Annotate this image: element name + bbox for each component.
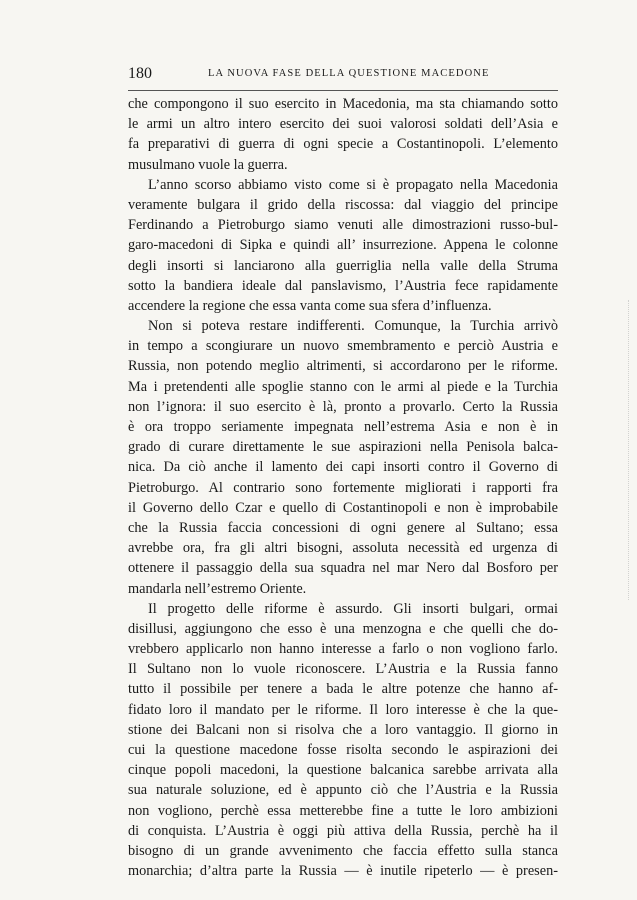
text-line: stione dei Balcani non si risolva che a loro vantaggio. Il giorno in [128,721,558,738]
text-line: accendere la regione che essa vanta come sua sfera d’influenza. [128,297,492,314]
text-line: cui la questione macedone fosse risolta secondo le aspirazioni dei [128,742,558,758]
text-line: è ora troppo seriamente impegnata nell’estrema Asia e non è in [128,419,558,435]
text-line: sotto la bandiera ideale dal panslavismo, l’Austria fece rapidamente [128,277,558,294]
scan-margin-artifact [628,300,631,600]
text-line: il Governo dello Czar e quello di Costantinopoli e non è improbabile [128,499,558,516]
text-line: Pietroburgo. Al contrario sono fortemente migliorati i rapporti fra [128,479,558,496]
page-number: 180 [128,65,152,82]
text-line: non vogliono, perchè essa metterebbe fine a tutte le loro ambizioni [128,802,558,819]
running-header [128,64,558,84]
text-line: garo-macedoni di Sipka e quindi all’ insurrezione. Appena le colonne [128,237,558,254]
text-line: L’anno scorso abbiamo visto come si è propagato nella Macedonia [148,176,558,193]
text-line: Ma i pretendenti alle spoglie stanno con le armi al piede e la Turchia [128,378,558,395]
text-line: Il progetto delle riforme è assurdo. Gli insorti bulgari, ormai [148,600,558,617]
text-line: in tempo a scongiurare un nuovo smembramento e perciò Austria e [128,338,558,355]
text-line: le armi un altro intero esercito dei suoi valorosi soldati dell’Asia e [128,116,558,133]
text-line: disillusi, aggiungono che esso è una menzogna e che quelli che do- [128,620,558,637]
text-line: musulmano vuole la guerra. [128,156,288,173]
text-line: che compongono il suo esercito in Macedonia, ma sta chiamando sotto [128,96,558,112]
text-line: tutto il possibile per tenere a bada le altre potenze che hanno af- [128,681,558,698]
body-text [128,94,558,881]
text-line: fa preparativi di guerra di ogni specie a Costantinopoli. L’elemento [128,136,558,153]
text-line: Non si poteva restare indifferenti. Comunque, la Turchia arrivò [148,318,558,335]
text-line: Ferdinando a Pietroburgo siamo venuti alle dimostrazioni russo-bul- [128,217,558,234]
text-line: Il Sultano non lo vuole riconoscere. L’Austria e la Russia fanno [128,661,558,678]
text-line: bisogno di un grande avvenimento che faccia effetto sulla stanca [128,842,558,859]
text-line: di conquista. L’Austria è oggi più attiva della Russia, perchè ha il [128,822,558,839]
text-line: degli insorti si lanciarono alla guerriglia nella valle della Struma [128,257,558,274]
text-line: non l’ignora: il suo esercito è là, pronto a provarlo. Certo la Russia [128,398,558,415]
text-line: che la Russia faccia concessioni di ogni genere al Sultano; essa [128,519,558,536]
text-line: grado di curare direttamente le sue aspirazioni nella Penisola balca- [128,439,558,456]
text-line: monarchia; d’altra parte la Russia — è inutile ripeterlo — è presen- [128,863,558,880]
text-line: Russia, non potendo meglio altrimenti, si accordarono per le riforme. [128,358,558,375]
text-line: mandarla nell’estremo Oriente. [128,580,307,597]
text-line: cinque popoli macedoni, la questione balcanica sarebbe arrivata alla [128,762,558,779]
text-line: nica. Da ciò anche il lamento dei capi insorti contro il Governo di [128,459,558,476]
running-title: LA NUOVA FASE DELLA QUESTIONE MACEDONE [208,68,490,79]
text-line: fidato loro il mandato per le riforme. Il loro interesse è che la que- [128,701,558,718]
text-line: sua naturale soluzione, ed è appunto ciò che l’Austria e la Russia [128,782,558,799]
text-line: veramente bulgara il grido della riscossa: dal viaggio del principe [128,196,558,213]
text-line: vrebbero applicarlo non hanno interesse a farlo o non vogliono farlo. [128,641,558,658]
header-rule [128,90,558,91]
text-line: avrebbe ora, fra gli altri bisogni, assoluta necessità ed urgenza di [128,540,558,557]
text-line: ottenere il passaggio della sua squadra nel mar Nero dal Bosforo per [128,560,558,577]
